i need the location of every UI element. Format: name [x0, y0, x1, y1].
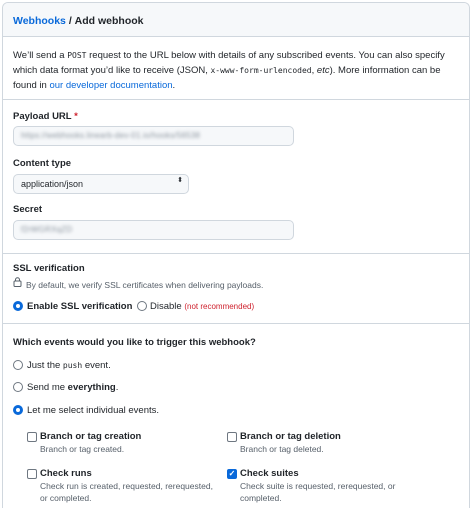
ssl-note: By default, we verify SSL certificates when delivering payloads.	[26, 280, 264, 290]
disable-ssl-label[interactable]: Disable (not recommended)	[150, 301, 255, 312]
lock-icon	[13, 277, 22, 287]
secret-input[interactable]: f2rWGRXqZD	[13, 220, 294, 240]
urlencoded-code: x-www-form-urlencoded	[210, 66, 312, 75]
event-description: Check suite is requested, rerequested, or completed.	[240, 481, 396, 503]
page-title: Add webhook	[74, 15, 144, 27]
check-runs-checkbox[interactable]	[27, 469, 37, 479]
event-description: Branch or tag deleted.	[240, 444, 324, 454]
select-individual-label[interactable]: Let me select individual events.	[27, 405, 160, 416]
enable-ssl-label[interactable]: Enable SSL verification	[27, 301, 133, 312]
intro-text: We’ll send a POST request to the URL below with details of any subscribed events. You can also specify which data format you’d like to receive (JSON, x-www-form-urlencoded, etc). More information can be found in our developer documentation.	[13, 50, 445, 91]
payload-url-label: Payload URL *	[13, 111, 78, 122]
breadcrumb-webhooks-link[interactable]: Webhooks	[13, 15, 66, 27]
event-description: Branch or tag created.	[40, 444, 125, 454]
events-question: Which events would you like to trigger this webhook?	[13, 337, 256, 348]
branch-tag-deletion-checkbox[interactable]	[227, 432, 237, 442]
ssl-verification-title: SSL verification	[13, 263, 85, 274]
webhook-form-panel	[2, 2, 470, 508]
payload-url-input[interactable]: https://webhooks.linearb-dev-01.io/hooks/56538	[13, 126, 294, 146]
send-everything-label[interactable]: Send me everything.	[27, 382, 119, 393]
event-title[interactable]: Check runs	[40, 468, 92, 479]
breadcrumb-separator: /	[68, 15, 72, 27]
divider	[3, 323, 469, 324]
check-suites-checkbox[interactable]	[227, 469, 237, 479]
event-title[interactable]: Check suites	[240, 468, 299, 479]
event-title[interactable]: Branch or tag deletion	[240, 431, 341, 442]
developer-docs-link[interactable]: our developer documentation	[49, 80, 173, 91]
send-everything-radio[interactable]	[13, 382, 23, 392]
divider	[3, 99, 469, 100]
post-code: POST	[67, 51, 87, 60]
content-type-label: Content type	[13, 158, 72, 169]
event-description: Check run is created, requested, rerequested, or completed.	[40, 481, 213, 503]
checkmark-icon: ✓	[228, 469, 236, 478]
select-individual-radio[interactable]	[13, 405, 23, 415]
secret-label: Secret	[13, 204, 43, 215]
not-recommended-note: (not recommended)	[184, 302, 255, 311]
disable-ssl-radio[interactable]	[137, 301, 147, 311]
divider	[3, 253, 469, 254]
event-title[interactable]: Branch or tag creation	[40, 431, 142, 442]
required-marker: *	[74, 111, 78, 122]
content-type-select[interactable]: application/json ⬍	[13, 174, 189, 194]
breadcrumb	[3, 3, 469, 37]
just-push-radio[interactable]	[13, 360, 23, 370]
select-arrows-icon: ⬍	[177, 177, 183, 184]
branch-tag-creation-checkbox[interactable]	[27, 432, 37, 442]
enable-ssl-radio[interactable]	[13, 301, 23, 311]
just-push-label[interactable]: Just the push event.	[27, 360, 111, 371]
